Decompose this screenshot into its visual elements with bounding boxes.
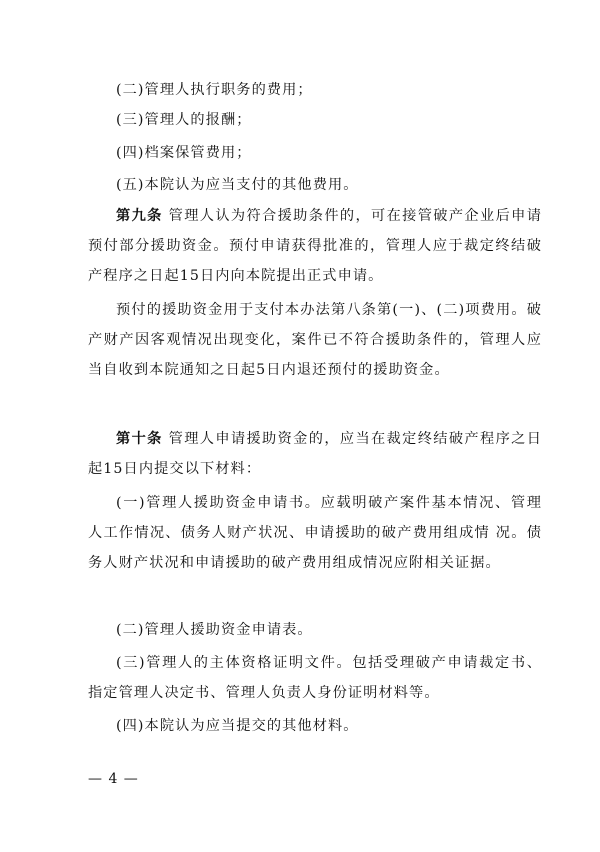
article-9-heading: 第九条	[116, 208, 163, 224]
item-5: (五)本院认为应当支付的其他费用。	[116, 177, 359, 193]
page-number: — 4 —	[88, 771, 139, 787]
material-1: (一)管理人援助资金申请书。应载明破产案件基本情况、管理人工作情况、债务人财产状况、申请援助的破产费用组成情 况。债务人财产状况和申请援助的破产费用组成情况应附相关证据。	[88, 495, 542, 571]
material-3: (三)管理人的主体资格证明文件。包括受理破产申请裁定书、指定管理人决定书、管理人负责人身份证明材料等。	[88, 655, 542, 701]
item-4: (四)档案保管费用；	[116, 145, 252, 161]
item-3: (三)管理人的报酬；	[116, 112, 252, 128]
article-10	[88, 424, 542, 484]
advance-payment-paragraph: 预付的援助资金用于支付本办法第八条第(一)、(二)项费用。破产财产因客观情况出现变化，案件已不符合援助条件的，管理人应当自收到本院通知之日起5日内退还预付的援助资金。	[88, 302, 542, 378]
article-10-body: 管理人申请援助资金的，应当在裁定终结破产程序之日起15日内提交以下材料：	[88, 431, 542, 477]
article-9-body: 管理人认为符合援助条件的，可在接管破产企业后申请预付部分援助资金。预付申请获得批准的，管理人应于裁定终结破产程序之日起15日内向本院提出正式申请。	[88, 208, 542, 284]
article-10-heading: 第十条	[116, 431, 163, 447]
material-4: (四)本院认为应当提交的其他材料。	[116, 718, 359, 734]
material-2: (二)管理人援助资金申请表。	[116, 622, 313, 638]
item-2: (二)管理人执行职务的费用；	[116, 82, 313, 98]
article-9	[88, 201, 542, 291]
